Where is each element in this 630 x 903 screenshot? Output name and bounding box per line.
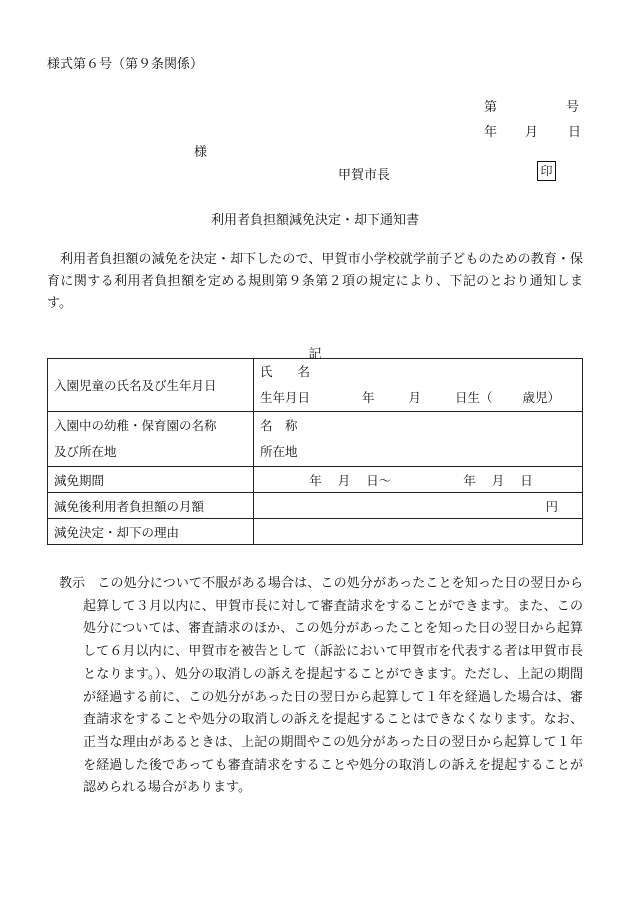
facility-label-cell: [48, 412, 254, 467]
child-label: 入園児童の氏名及び生年月日: [48, 359, 254, 412]
ki-heading: 記: [308, 347, 322, 362]
age-suffix-label: 歳児）: [522, 390, 561, 405]
document-number-label: 第: [484, 100, 498, 115]
facility-label-line-1: 入園中の幼稚・保育園の名称: [54, 418, 217, 433]
period-month-2: 月: [491, 472, 505, 488]
period-label: 減免期間: [48, 467, 254, 493]
form-number: 様式第６号（第９条関係）: [47, 57, 204, 72]
period-year-2: 年: [463, 472, 476, 488]
table-row: [48, 467, 583, 493]
reason-label: 減免決定・却下の理由: [48, 519, 254, 545]
period-year-1: 年: [309, 472, 322, 488]
reason-cell: [254, 519, 583, 545]
issuer-title: 甲賀市長: [338, 168, 391, 183]
details-table: [47, 358, 583, 545]
addressee-honorific: 様: [194, 145, 208, 160]
monthly-amount-cell: [254, 493, 583, 519]
table-row: [48, 412, 583, 467]
child-info-cell: [254, 359, 583, 412]
seal-box: 印: [537, 161, 556, 181]
date-year-label: 年: [484, 125, 498, 140]
period-day-2: 日: [520, 472, 533, 488]
table-row: [48, 493, 583, 519]
yen-unit: 円: [545, 499, 558, 514]
notice-text: この処分について不服がある場合は、この処分があったことを知った日の翌日から起算して３月以内に、甲賀市長に対して審査請求をすることができます。また、この処分については、審査請求のほか、この処分があったことを知った日の翌日から起算して６月以内に、甲賀市を被告として（訴訟において甲賀市を代表する者は甲賀市長となります。）、処分の取消しの訴えを提起することができます。ただし、上記の期間が経過する前に、この処分があった日の翌日から起算して１年を経過した場合は、審査請求をすることや処分の取消しの訴えを提起することはできなくなります。なお、正当な理由があるときは、上記の期間やこの処分があった日の翌日から起算して１年を経過した後であっても審査請求をすることや処分の取消しの訴えを提起することが認められる場合があります。: [83, 576, 583, 796]
monthly-amount-label: 減免後利用者負担額の月額: [48, 493, 254, 519]
facility-address-label: 所在地: [260, 444, 298, 459]
name-line: [260, 359, 582, 385]
table-row: [48, 359, 583, 412]
body-paragraph: 利用者負担額の減免を決定・却下したので、甲賀市小学校就学前子どものための教育・保育に関する利用者負担額を定める規則第９条第２項の規定により、下記のとおり通知します。: [47, 252, 583, 311]
notice-label: 教示: [59, 576, 86, 591]
facility-label-line-2: 及び所在地: [54, 444, 117, 459]
period-values: [260, 471, 582, 489]
document-title: 利用者負担額減免決定・却下通知書: [210, 213, 419, 228]
period-month-1: 月: [337, 472, 351, 488]
table-row: [48, 519, 583, 545]
facility-info-cell: [254, 412, 583, 467]
facility-name-label: 名 称: [260, 418, 298, 433]
document-number-suffix: 号: [566, 100, 580, 115]
birth-label: 生年月日: [260, 390, 311, 405]
birth-year-label: 年: [362, 390, 375, 405]
birth-day-label: 日生（: [455, 390, 493, 405]
date-day-label: 日: [568, 125, 582, 140]
period-day-1: 日〜: [366, 472, 392, 488]
birth-month-label: 月: [408, 390, 422, 405]
birth-line: [260, 385, 582, 411]
date-month-label: 月: [525, 125, 539, 140]
period-cell: [254, 467, 583, 493]
name-label: 氏 名: [260, 364, 311, 379]
notice-paragraph: [59, 573, 583, 800]
